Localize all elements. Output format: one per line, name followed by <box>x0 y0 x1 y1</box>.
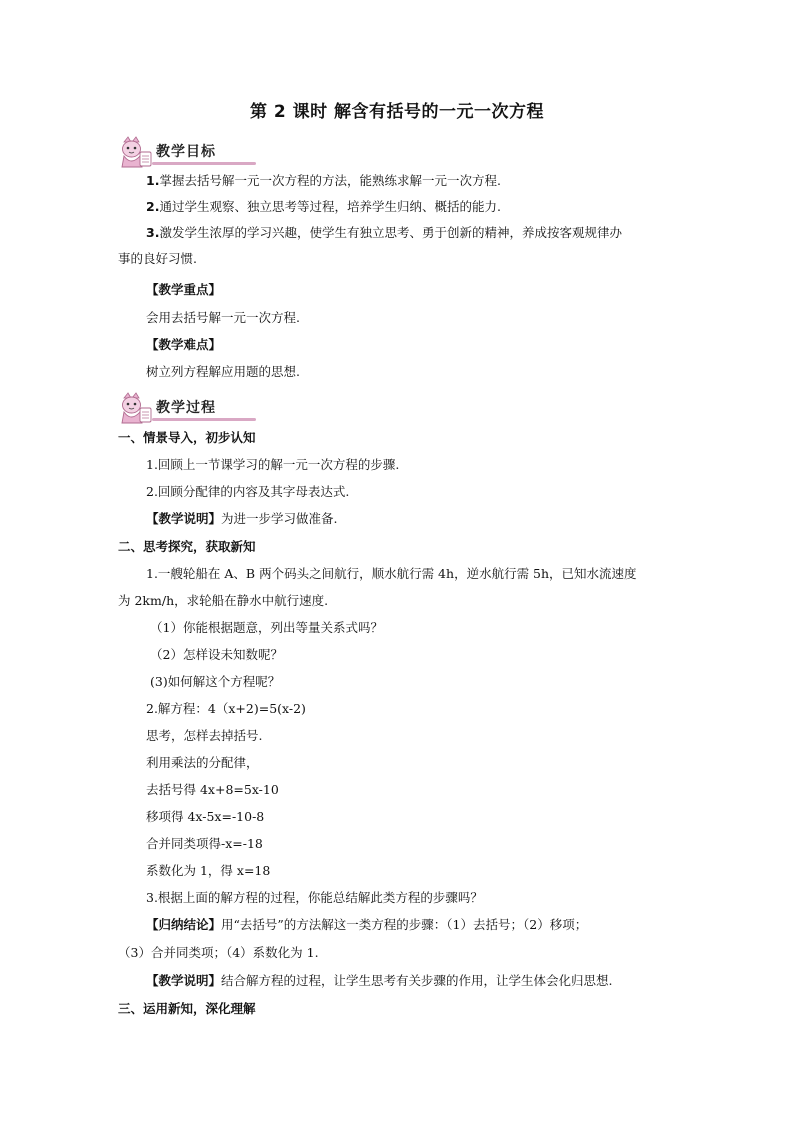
teacher-mascot-icon <box>118 136 154 170</box>
s2-conclusion: 【归纳结论】用“去括号”的方法解这一类方程的步骤：（1）去括号；（2）移项； <box>146 917 588 932</box>
section-2-heading: 二、思考探究，获取新知 <box>118 539 256 554</box>
objective-item-1: 1.掌握去括号解一元一次方程的方法，能熟练求解一元一次方程. <box>146 173 501 188</box>
s1-item-1: 1.回顾上一节课学习的解一元一次方程的步骤. <box>146 457 400 472</box>
objectives-banner <box>118 136 260 170</box>
process-banner-label: 教学过程 <box>156 400 216 416</box>
section-1-heading: 一、情景导入，初步认知 <box>118 430 256 445</box>
s2-think: 思考，怎样去掉括号. <box>146 728 263 743</box>
s2-use: 利用乘法的分配律， <box>146 755 259 770</box>
s2-problem-1: 1.一艘轮船在 A、B 两个码头之间航行，顺水航行需 4h，逆水航行需 5h，已知水流速度 <box>146 566 637 581</box>
teacher-mascot-icon <box>118 392 154 426</box>
s2-step-2: 移项得 4x-5x=-10-8 <box>146 809 265 824</box>
s2-step-3: 合并同类项得-x=-18 <box>146 836 263 851</box>
banner-divider <box>152 418 256 421</box>
objective-item-3-cont: 事的良好习惯. <box>118 251 197 266</box>
s1-teaching-note: 【教学说明】为进一步学习做准备. <box>146 511 338 526</box>
s2-problem-2: 2.解方程：4（x+2)=5(x-2) <box>146 701 306 716</box>
objectives-banner-label: 教学目标 <box>156 144 216 160</box>
key-points-heading: 【教学重点】 <box>146 282 222 297</box>
difficulty-heading: 【教学难点】 <box>146 337 222 352</box>
s1-item-2: 2.回顾分配律的内容及其字母表达式. <box>146 484 350 499</box>
s2-step-1: 去括号得 4x+8=5x-10 <box>146 782 279 797</box>
s2-conclusion-cont: （3）合并同类项；（4）系数化为 1. <box>118 945 319 960</box>
s2-question-1: （1）你能根据题意，列出等量关系式吗？ <box>150 620 383 635</box>
key-points-text: 会用去括号解一元一次方程. <box>146 310 300 325</box>
s2-question-2: （2）怎样设未知数呢？ <box>150 647 283 662</box>
objective-item-2: 2.通过学生观察、独立思考等过程，培养学生归纳、概括的能力. <box>146 199 501 214</box>
difficulty-text: 树立列方程解应用题的思想. <box>146 364 300 379</box>
s2-problem-1-cont: 为 2km/h，求轮船在静水中航行速度. <box>118 593 329 608</box>
process-banner <box>118 392 260 426</box>
page-title: 第 2 课时 解含有括号的一元一次方程 <box>249 102 545 122</box>
banner-divider <box>152 162 256 165</box>
s2-problem-3: 3.根据上面的解方程的过程，你能总结解此类方程的步骤吗？ <box>146 890 483 905</box>
s2-step-4: 系数化为 1，得 x=18 <box>146 863 271 878</box>
section-3-heading: 三、运用新知，深化理解 <box>118 1001 256 1016</box>
s2-teaching-note: 【教学说明】结合解方程的过程，让学生思考有关步骤的作用，让学生体会化归思想. <box>146 973 613 988</box>
objective-item-3: 3.激发学生浓厚的学习兴趣，使学生有独立思考、勇于创新的精神，养成按客观规律办 <box>146 225 622 240</box>
s2-question-3: (3)如何解这个方程呢？ <box>150 674 281 689</box>
